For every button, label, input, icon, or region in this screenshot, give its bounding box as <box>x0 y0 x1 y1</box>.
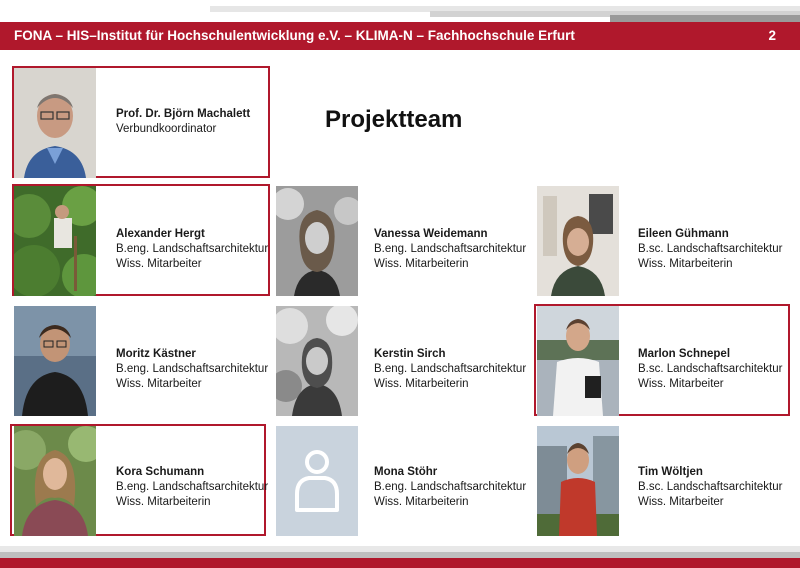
member-info-machalett <box>116 107 250 137</box>
page-number: 2 <box>768 28 776 43</box>
photo-weidemann <box>276 186 358 296</box>
member-degree: B.sc. Landschaftsarchitektur <box>638 363 783 375</box>
member-info-sirch <box>374 347 526 392</box>
photo-kaestner <box>14 306 96 416</box>
member-info-stoehr <box>374 465 526 510</box>
member-degree: B.sc. Landschaftsarchitektur <box>638 481 783 493</box>
member-info-weidemann <box>374 227 526 272</box>
member-info-hergt <box>116 227 268 272</box>
slide-title: Projektteam <box>325 106 463 133</box>
member-name: Eileen Gühmann <box>638 228 729 240</box>
photo-woeltjen <box>537 426 619 536</box>
member-degree: B.eng. Landschaftsarchitektur <box>116 363 269 375</box>
member-name: Mona Stöhr <box>374 466 438 478</box>
member-name: Kora Schumann <box>116 466 205 478</box>
member-name: Vanessa Weidemann <box>374 228 488 240</box>
member-role: Wiss. Mitarbeiter <box>638 496 724 508</box>
bottom-decor-stripe <box>0 536 800 568</box>
member-info-kaestner <box>116 347 268 392</box>
member-name: Kerstin Sirch <box>374 348 446 360</box>
member-name: Tim Wöltjen <box>638 466 703 478</box>
member-degree: B.eng. Landschaftsarchitektur <box>116 243 269 255</box>
member-degree: B.eng. Landschaftsarchitektur <box>116 481 269 493</box>
photo-schumann <box>14 426 96 536</box>
member-role: Wiss. Mitarbeiterin <box>374 378 469 390</box>
photo-hergt <box>14 186 96 296</box>
member-role: Wiss. Mitarbeiterin <box>374 258 469 270</box>
member-degree: B.eng. Landschaftsarchitektur <box>374 481 527 493</box>
member-name: Marlon Schnepel <box>638 348 731 360</box>
member-name: Alexander Hergt <box>116 228 205 240</box>
member-name: Moritz Kästner <box>116 348 196 360</box>
photo-placeholder-stoehr <box>276 426 358 536</box>
photo-schnepel <box>537 306 619 416</box>
header-bar <box>0 22 800 50</box>
member-degree: B.sc. Landschaftsarchitektur <box>638 243 783 255</box>
member-info-woeltjen <box>638 465 782 510</box>
photo-machalett <box>14 68 96 178</box>
member-role: Wiss. Mitarbeiter <box>116 258 202 270</box>
member-info-schnepel <box>638 347 782 392</box>
top-decor-stripe <box>0 0 800 22</box>
header-title: FONA – HIS–Institut für Hochschulentwicklung e.V. – KLIMA-N – Fachhochschule Erfurt <box>14 28 575 43</box>
member-degree: B.eng. Landschaftsarchitektur <box>374 363 527 375</box>
member-degree: B.eng. Landschaftsarchitektur <box>374 243 527 255</box>
member-name: Prof. Dr. Björn Machalett <box>116 108 251 120</box>
member-role: Wiss. Mitarbeiterin <box>116 496 211 508</box>
photo-guehmann <box>537 186 619 296</box>
member-role: Wiss. Mitarbeiterin <box>638 258 733 270</box>
member-role: Verbundkoordinator <box>116 123 217 135</box>
member-info-schumann <box>116 465 268 510</box>
member-role: Wiss. Mitarbeiterin <box>374 496 469 508</box>
photo-sirch <box>276 306 358 416</box>
member-info-guehmann <box>638 227 782 272</box>
member-role: Wiss. Mitarbeiter <box>638 378 724 390</box>
member-role: Wiss. Mitarbeiter <box>116 378 202 390</box>
